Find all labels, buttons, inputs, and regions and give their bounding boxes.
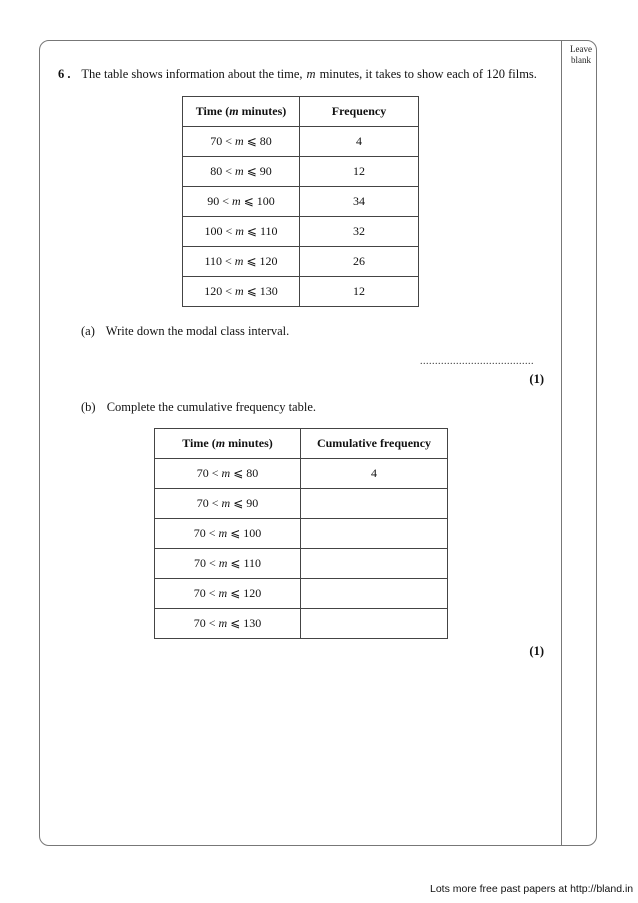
part-b-marks: (1) bbox=[529, 644, 544, 658]
frequency-cell: 12 bbox=[300, 277, 419, 307]
part-b bbox=[81, 400, 316, 415]
header-time: Time (m minutes) bbox=[155, 429, 301, 459]
header-frequency: Frequency bbox=[300, 97, 419, 127]
question-text-before: The table shows information about the time, bbox=[81, 67, 303, 81]
part-a bbox=[81, 324, 289, 339]
header-cumulative-frequency: Cumulative frequency bbox=[301, 429, 448, 459]
table-row bbox=[183, 157, 419, 187]
table-row bbox=[183, 217, 419, 247]
interval-cell: 70 < m ⩽ 100 bbox=[155, 519, 301, 549]
cumulative-frequency-cell[interactable] bbox=[301, 489, 448, 519]
frequency-cell: 12 bbox=[300, 157, 419, 187]
part-b-text: Complete the cumulative frequency table. bbox=[106, 400, 316, 414]
interval-cell: 80 < m ⩽ 90 bbox=[183, 157, 300, 187]
cumulative-frequency-cell[interactable] bbox=[301, 519, 448, 549]
table-row bbox=[155, 579, 448, 609]
footer-link[interactable]: Lots more free past papers at http://bland.in bbox=[430, 883, 634, 895]
table-row bbox=[183, 277, 419, 307]
leave-blank-label bbox=[563, 44, 599, 66]
frequency-cell: 34 bbox=[300, 187, 419, 217]
part-a-label: (a) bbox=[81, 324, 95, 338]
interval-cell: 100 < m ⩽ 110 bbox=[183, 217, 300, 247]
interval-cell: 70 < m ⩽ 130 bbox=[155, 609, 301, 639]
leave-text: Leave bbox=[570, 44, 592, 54]
margin-divider bbox=[561, 40, 562, 846]
table-row bbox=[155, 519, 448, 549]
interval-cell: 90 < m ⩽ 100 bbox=[183, 187, 300, 217]
table-row bbox=[155, 489, 448, 519]
table-row bbox=[183, 247, 419, 277]
header-time: Time (m minutes) bbox=[183, 97, 300, 127]
interval-cell: 70 < m ⩽ 110 bbox=[155, 549, 301, 579]
frequency-cell: 32 bbox=[300, 217, 419, 247]
interval-cell: 110 < m ⩽ 120 bbox=[183, 247, 300, 277]
question-variable: m bbox=[306, 67, 316, 81]
cumulative-frequency-table bbox=[154, 428, 448, 639]
part-a-marks: (1) bbox=[529, 372, 544, 386]
question-stem bbox=[58, 67, 537, 82]
cumulative-frequency-cell[interactable] bbox=[301, 549, 448, 579]
frequency-table bbox=[182, 96, 419, 307]
question-text-after: minutes, it takes to show each of 120 films. bbox=[319, 67, 537, 81]
part-a-answer-line[interactable]: ...................................... bbox=[420, 356, 534, 367]
frequency-cell: 4 bbox=[300, 127, 419, 157]
table-row bbox=[155, 549, 448, 579]
interval-cell: 70 < m ⩽ 120 bbox=[155, 579, 301, 609]
table-header-row bbox=[183, 97, 419, 127]
table-row bbox=[183, 187, 419, 217]
frequency-cell: 26 bbox=[300, 247, 419, 277]
table-row bbox=[183, 127, 419, 157]
table-row bbox=[155, 609, 448, 639]
interval-cell: 70 < m ⩽ 80 bbox=[183, 127, 300, 157]
part-b-label: (b) bbox=[81, 400, 96, 414]
blank-text: blank bbox=[571, 55, 591, 65]
cumulative-frequency-cell[interactable] bbox=[301, 609, 448, 639]
cumulative-frequency-cell[interactable] bbox=[301, 579, 448, 609]
question-number: 6 . bbox=[58, 67, 71, 81]
interval-cell: 70 < m ⩽ 80 bbox=[155, 459, 301, 489]
interval-cell: 120 < m ⩽ 130 bbox=[183, 277, 300, 307]
table-row bbox=[155, 459, 448, 489]
part-a-text: Write down the modal class interval. bbox=[105, 324, 290, 338]
cumulative-frequency-cell: 4 bbox=[301, 459, 448, 489]
interval-cell: 70 < m ⩽ 90 bbox=[155, 489, 301, 519]
table-header-row bbox=[155, 429, 448, 459]
